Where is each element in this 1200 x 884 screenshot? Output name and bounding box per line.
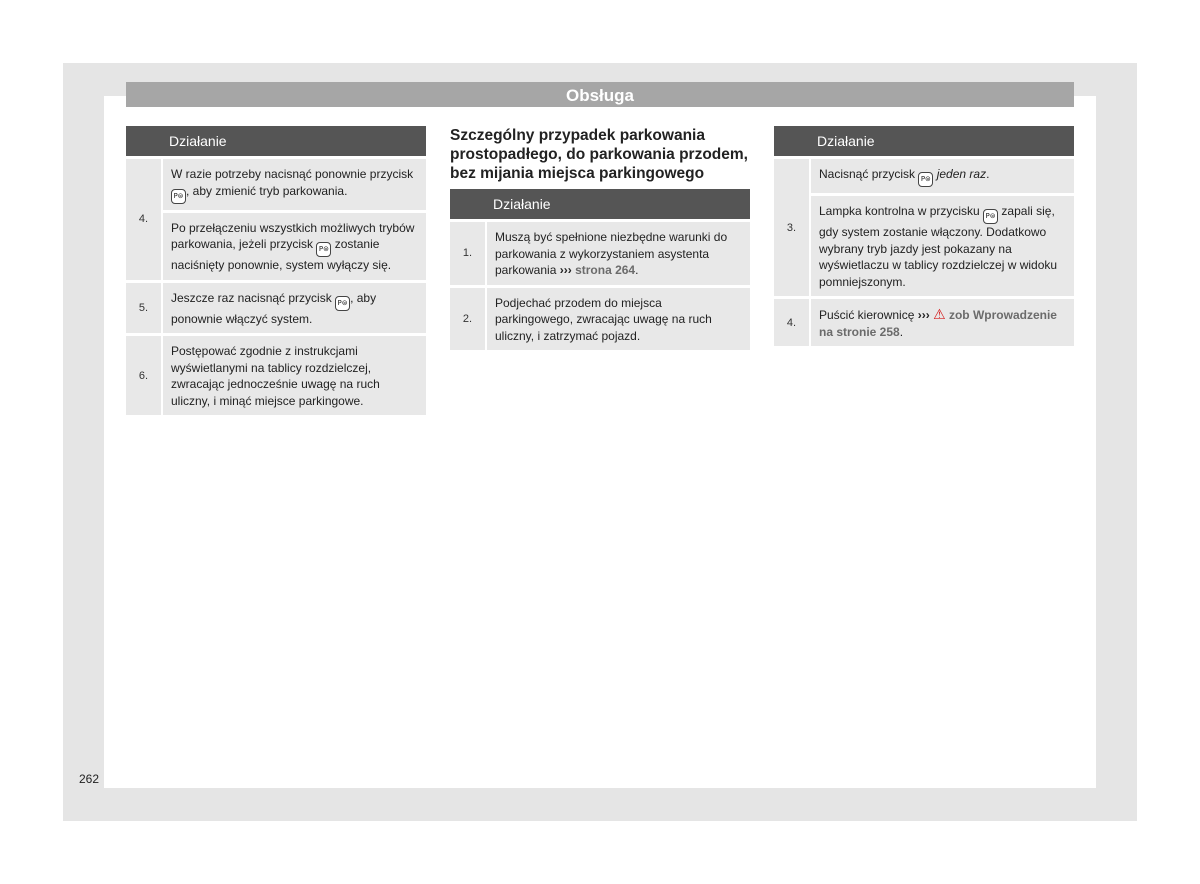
step-text: Nacisnąć przycisk P⊜ jeden raz. — [810, 158, 1074, 195]
step-text: Muszą być spełnione niezbędne warunki do parkowania z wykorzystaniem asystenta parkowania ››› strona 264. — [486, 221, 750, 287]
page-reference-link[interactable]: strona 264 — [575, 263, 636, 277]
step-number: 5. — [126, 281, 162, 335]
reference-arrows: ››› — [917, 308, 930, 322]
step-number: 2. — [450, 286, 486, 350]
step-text: Po przełączeniu wszystkich możliwych trybów parkowania, jeżeli przycisk P⊜ zostanie naciśnięty ponownie, system wyłączy się. — [162, 211, 426, 281]
reference-arrows: ››› — [559, 263, 572, 277]
steps-table-left — [126, 126, 426, 415]
step-text: Postępować zgodnie z instrukcjami wyświetlanymi na tablicy rozdzielczej, zwracając jednocześnie uwagę na ruch uliczny, i minąć miejsce parkingowe. — [162, 335, 426, 416]
step-text: Podjechać przodem do miejsca parkingowego, zwracając uwagę na ruch uliczny, i zatrzymać pojazd. — [486, 286, 750, 350]
table-header: Działanie — [162, 126, 426, 158]
park-assist-button-icon: P⊜ — [918, 172, 933, 187]
park-assist-button-icon: P⊜ — [316, 242, 331, 257]
park-assist-button-icon: P⊜ — [983, 209, 998, 224]
page-header: Obsługa — [126, 82, 1074, 107]
step-text: W razie potrzeby nacisnąć ponownie przycisk P⊜ , aby zmienić tryb parkowania. — [162, 158, 426, 212]
step-text: Jeszcze raz nacisnąć przycisk P⊜ , aby ponownie włączyć system. — [162, 281, 426, 335]
step-number: 4. — [126, 158, 162, 282]
page-reference-link[interactable]: zob Wprowadzenie na stronie 258 — [819, 308, 1057, 339]
section-heading: Szczególny przypadek parkowania prostopadłego, do parkowania przodem, bez mijania miejsca parkingowego — [450, 127, 748, 182]
step-number: 6. — [126, 335, 162, 416]
table-header: Działanie — [486, 189, 750, 221]
warning-triangle-icon: ⚠ — [933, 306, 946, 322]
step-number: 1. — [450, 221, 486, 287]
table-header: Działanie — [810, 126, 1074, 158]
step-number: 3. — [774, 158, 810, 298]
step-number: 4. — [774, 298, 810, 347]
steps-table-middle — [450, 189, 750, 350]
page-number: 262 — [79, 772, 100, 786]
park-assist-button-icon: P⊜ — [335, 296, 350, 311]
step-text: Lampka kontrolna w przycisku P⊜ zapali się, gdy system zostanie włączony. Dodatkowo wybrany tryb jazdy jest pokazany na wyświetlaczu w tablicy rozdzielczej w widoku pomniejszonym. — [810, 195, 1074, 298]
steps-table-right — [774, 126, 1074, 346]
step-text: Puścić kierownicę ››› ⚠ zob Wprowadzenie na stronie 258. — [810, 298, 1074, 347]
park-assist-button-icon: P⊜ — [171, 189, 186, 204]
